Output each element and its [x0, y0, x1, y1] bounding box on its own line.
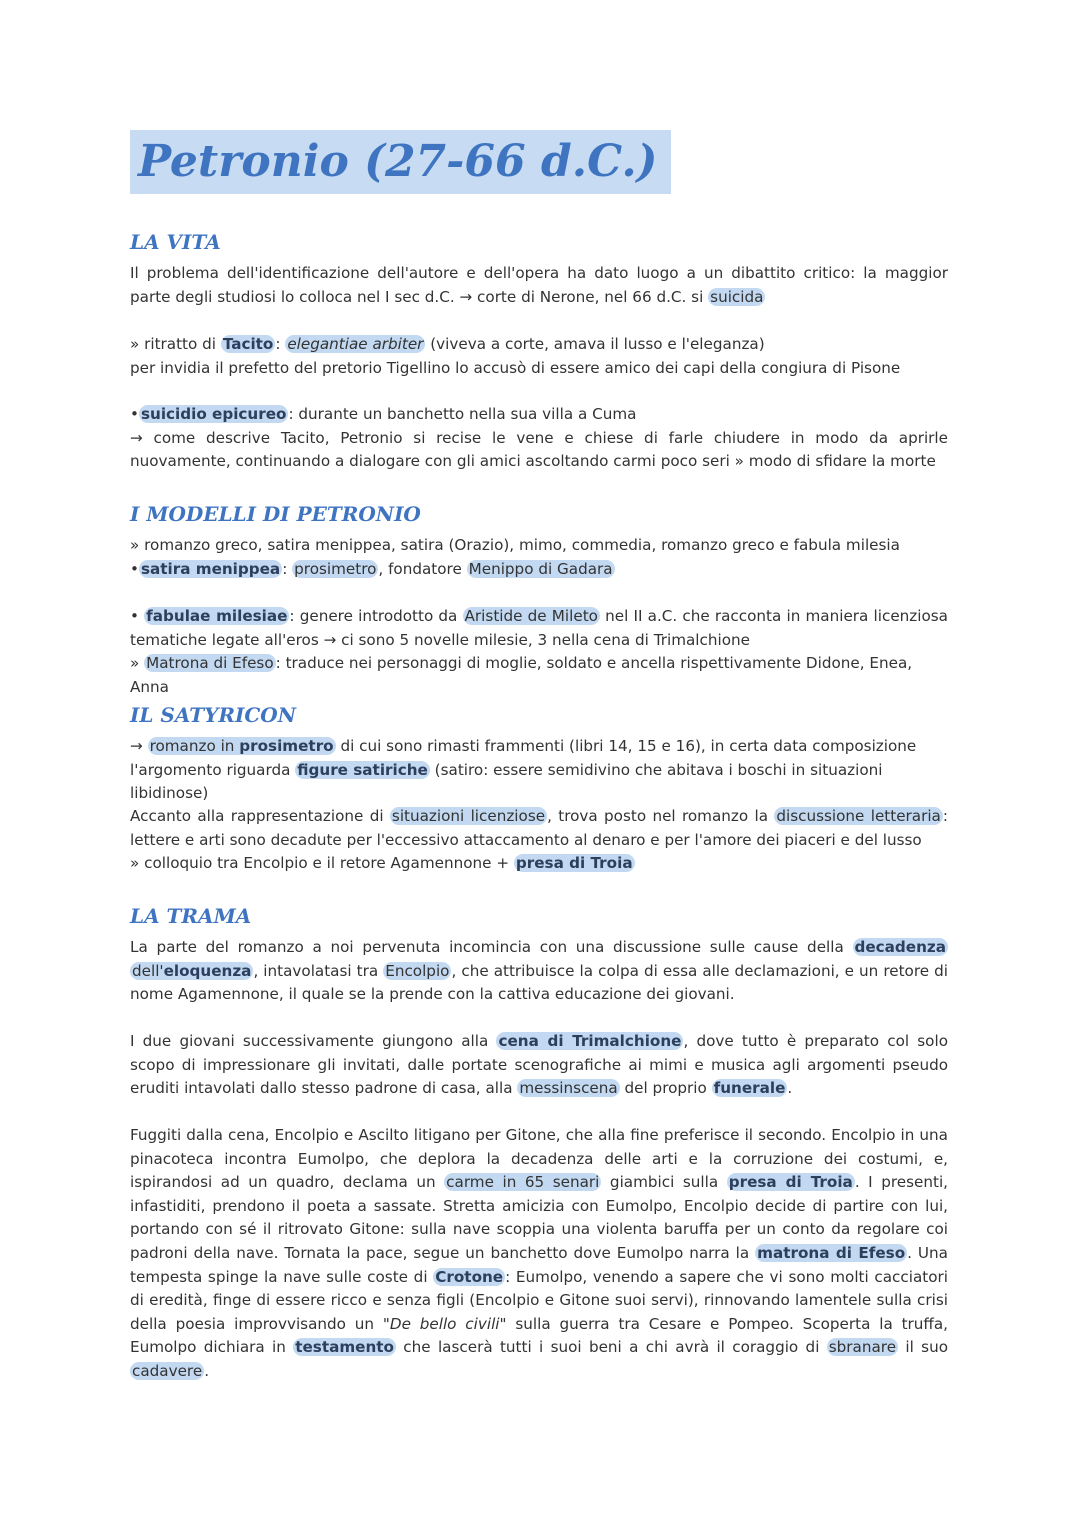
highlight-cena-trimalchione: cena di Trimalchione — [498, 1032, 682, 1050]
highlight-crotone: Crotone — [435, 1267, 504, 1286]
highlight-suicidio-epicureo: suicidio epicureo — [140, 405, 287, 423]
highlight-decadenza: decadenza — [854, 938, 946, 956]
text: . Una tempesta spinge la nave sulle coste di — [130, 1243, 948, 1286]
text: per invidia il prefetto del pretorio Tigellino lo accusò di essere amico dei capi della congiura di Pisone — [130, 358, 901, 377]
text: → — [130, 737, 148, 755]
text: Accanto alla rappresentazione di — [130, 807, 390, 825]
text: I due giovani successivamente giungono alla — [130, 1032, 497, 1050]
text: (viveva a corte, amava il lusso e l'eleganza) — [425, 335, 765, 353]
text-de-bello-civili: De bello civili — [389, 1314, 500, 1333]
text: prosimetro — [239, 737, 334, 755]
text: l'argomento riguarda — [130, 760, 296, 779]
highlight-fabulae-milesiae: fabulae milesiae — [146, 607, 288, 625]
text: » romanzo greco, satira menippea, satira (Orazio), mimo, commedia, romanzo greco e fabula milesia — [130, 536, 900, 554]
text: " sulla guerra tra Cesare e Pompeo. Scoperta la truffa, Eumolpo dichiara in — [130, 1314, 949, 1357]
text: . — [787, 1079, 793, 1098]
modelli-paragraph-2 — [130, 605, 948, 699]
text: . — [204, 1361, 210, 1380]
highlight-matrona-efeso: Matrona di Efeso — [146, 654, 274, 673]
text: : lettere e arti sono decadute per l'eccessivo attaccamento al denaro e per l'amore dei piaceri e del lusso — [130, 807, 948, 849]
text: » ritratto di — [130, 335, 221, 353]
heading-satyricon: IL SATYRICON — [130, 703, 297, 727]
text: del proprio — [619, 1079, 712, 1098]
text: : — [282, 559, 293, 578]
text: giambici sulla — [601, 1173, 727, 1192]
highlight-prosimetro: prosimetro — [294, 559, 377, 578]
highlight-presa-di-troia-2: presa di Troia — [728, 1173, 853, 1192]
text: , che attribuisce la colpa di essa alle declamazioni, e un retore di nome Agamennone, il quale se la prende con la cattiva educazione dei giovani. — [130, 961, 948, 1004]
text: : Eumolpo, venendo a sapere che vi sono molti cacciatori di eredità, finge di essere ricco e senza figli (Encolpio e Gitone suoi servi), rinnovando lamentele sulla crisi della poesia improvvisando un " — [130, 1267, 948, 1333]
text: : traduce nei personaggi di moglie, soldato e ancella rispettivamente Didone, Enea, Anna — [130, 654, 913, 696]
vita-paragraph-1 — [130, 262, 948, 309]
trama-paragraph-3 — [130, 1124, 948, 1384]
text: Fuggiti dalla cena, Encolpio e Ascilto litigano per Gitone, che alla fine preferisce il secondo. Encolpio in una pinacoteca incontra Eumolpo, che deplora la decadenza delle arti e la corruzione dei costumi, e, ispirandosi ad un quadro, declama un — [130, 1126, 948, 1192]
text: il suo — [898, 1338, 948, 1357]
highlight-funerale: funerale — [713, 1079, 786, 1098]
highlight-carme-senari: carme in 65 senari — [446, 1173, 600, 1192]
highlight-discussione-letteraria: discussione letteraria — [776, 807, 941, 825]
highlight-suicida: suicida — [710, 287, 764, 306]
text: → come descrive Tacito, Petronio si recise le vene e chiese di farle chiudere in modo da aprirle nuovamente, continuando a dialogare con gli amici ascoltando carmi poco seri » modo di sfidare la morte — [130, 428, 948, 471]
highlight-testamento: testamento — [295, 1338, 394, 1357]
highlight-presa-di-troia: presa di Troia — [515, 854, 633, 873]
trama-paragraph-2 — [130, 1030, 948, 1101]
satyricon-paragraph-2 — [130, 805, 948, 876]
satyricon-paragraph-1 — [130, 735, 948, 806]
bullet: • — [130, 559, 139, 578]
highlight-satira-menippea: satira menippea — [140, 559, 281, 578]
text: , fondatore — [378, 559, 467, 578]
highlight-encolpio: Encolpio — [385, 961, 450, 980]
text: che lascerà tutti i suoi beni a chi avrà il coraggio di — [395, 1338, 827, 1357]
vita-paragraph-3 — [130, 403, 948, 474]
text: Il problema dell'identificazione dell'autore e dell'opera ha dato luogo a un dibattito critico: la maggior parte degli studiosi lo colloca nel I sec d.C. → corte di Nerone, nel 66 d.C. si — [130, 264, 948, 306]
heading-vita: LA VITA — [130, 230, 221, 254]
highlight-eloquenza — [130, 962, 253, 980]
text: : durante un banchetto nella sua villa a Cuma — [288, 405, 637, 423]
vita-paragraph-2 — [130, 333, 948, 380]
highlight-sbranare: sbranare — [828, 1338, 897, 1357]
text: dell' — [132, 961, 164, 980]
text: La parte del romanzo a noi pervenuta incomincia con una discussione sulle cause della — [130, 938, 853, 956]
text: (satiro: essere semidivino che abitava i boschi in situazioni libidinose) — [130, 760, 883, 803]
highlight-figure-satiriche: figure satiriche — [297, 760, 428, 779]
highlight-cadavere: cadavere — [132, 1361, 203, 1380]
text: , intavolatasi tra — [253, 961, 384, 980]
highlight-messinscena: messinscena — [519, 1079, 618, 1098]
modelli-paragraph-1 — [130, 534, 948, 581]
bullet: • — [130, 607, 139, 625]
highlight-romanzo-prosimetro — [148, 737, 336, 755]
highlight-elegantiae-arbiter: elegantiae arbiter — [287, 335, 424, 353]
text: romanzo in — [149, 737, 240, 755]
heading-modelli: I MODELLI DI PETRONIO — [130, 502, 421, 526]
highlight-menippo: Menippo di Gadara — [468, 559, 613, 578]
text: eloquenza — [163, 961, 252, 980]
heading-trama: LA TRAMA — [130, 904, 252, 928]
highlight-aristide: Aristide de Mileto — [464, 607, 598, 625]
text: nel II a.C. che racconta in maniera licenziosa tematiche legate all'eros → ci sono 5 novelle milesie, 3 nella cena di Trimalchione — [130, 607, 948, 649]
text: » colloquio tra Encolpio e il retore Agamennone + — [130, 854, 514, 873]
bullet: • — [130, 405, 139, 423]
text: . I presenti, infastiditi, prendono il poeta a sassate. Stretta amicizia con Eumolpo, Encolpio decide di partire con lui, portando con sé il ritrovato Gitone: sulla nave scoppia una violenta baruffa per un conto da regolare coi padroni della nave. Tornata la pace, segue un banchetto dove Eumolpo narra la — [130, 1173, 948, 1262]
text: , trova posto nel romanzo la — [547, 807, 775, 825]
text: : genere introdotto da — [289, 607, 463, 625]
text: : — [275, 335, 286, 353]
trama-paragraph-1 — [130, 936, 948, 1007]
text: , dove tutto è preparato col solo scopo di impressionare gli invitati, dalle portate scenografiche ai mimi e musica agli argomenti pseudo eruditi intavolati dallo stesso padrone di casa, alla — [130, 1032, 948, 1098]
page-title: Petronio (27-66 d.C.) — [130, 130, 671, 194]
highlight-tacito: Tacito — [222, 335, 274, 353]
highlight-matrona-efeso-2: matrona di Efeso — [757, 1243, 906, 1262]
text: di cui sono rimasti frammenti (libri 14, 15 e 16), in certa data composizione — [335, 737, 917, 755]
highlight-situazioni-licenziose: situazioni licenziose — [391, 807, 546, 825]
text: » — [130, 654, 145, 673]
